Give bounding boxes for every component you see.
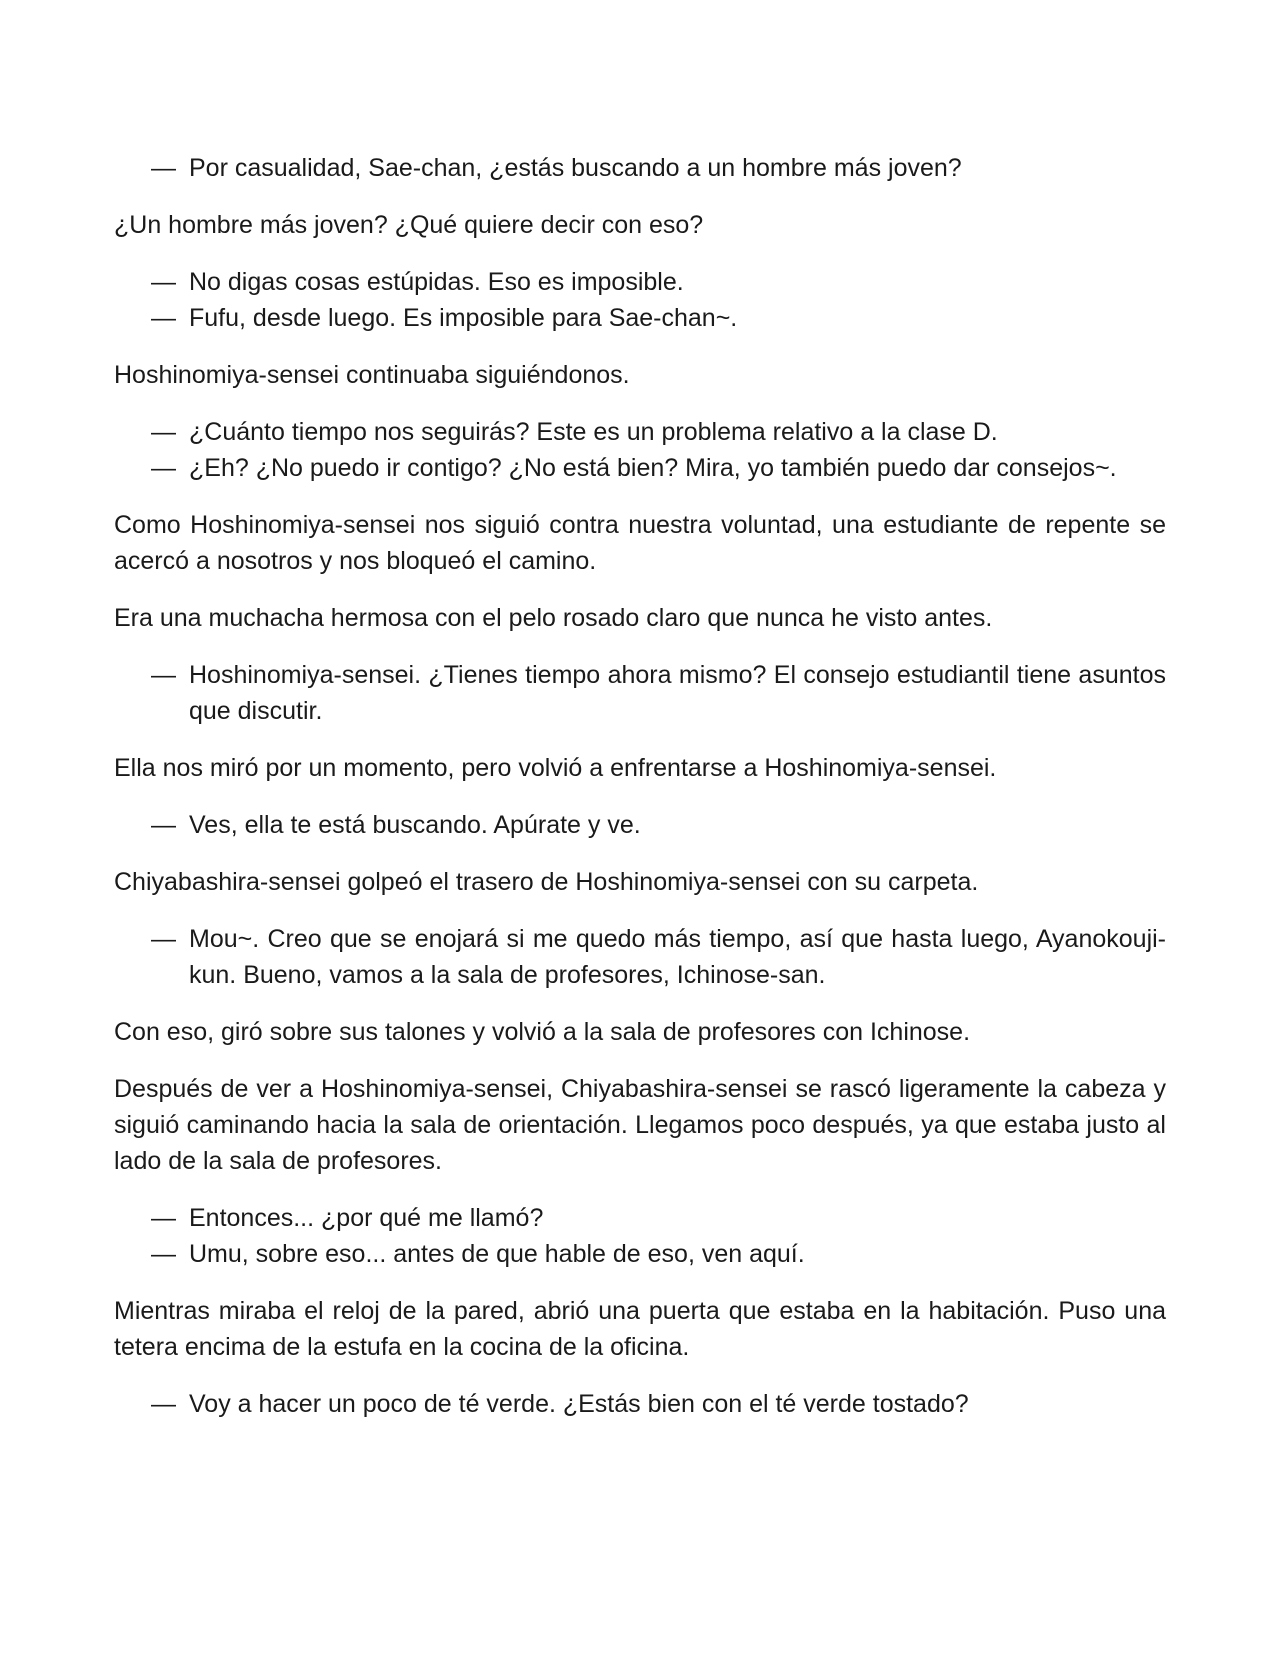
dialog-dash: — <box>151 1240 176 1268</box>
narration-paragraph: Chiyabashira-sensei golpeó el trasero de Hoshinomiya-sensei con su carpeta. <box>114 868 979 896</box>
dialog-group <box>114 921 1166 993</box>
dialog-dash: — <box>151 418 176 446</box>
dialog-group <box>114 807 1166 843</box>
narration-paragraph: Con eso, giró sobre sus talones y volvió a la sala de profesores con Ichinose. <box>114 1018 971 1046</box>
dialog-line <box>114 1236 1166 1272</box>
dialog-dash: — <box>151 811 176 839</box>
narration-paragraph: Mientras miraba el reloj de la pared, abrió una puerta que estaba en la habitación. Puso una tetera encima de la estufa en la cocina de la oficina. <box>114 1297 1166 1361</box>
dialog-dash: — <box>151 454 176 482</box>
dialog-group <box>114 657 1166 729</box>
narration-paragraph: Como Hoshinomiya-sensei nos siguió contra nuestra voluntad, una estudiante de repente se acercó a nosotros y nos bloqueó el camino. <box>114 511 1166 575</box>
dialog-line <box>114 657 1166 729</box>
dialog-dash: — <box>151 268 176 296</box>
dialog-text: ¿Cuánto tiempo nos seguirás? Este es un problema relativo a la clase D. <box>189 418 998 446</box>
dialog-dash: — <box>151 661 176 689</box>
dialog-line <box>114 300 1166 336</box>
dialog-line <box>114 921 1166 993</box>
dialog-group <box>114 150 1166 186</box>
dialog-line <box>114 150 1166 186</box>
dialog-text: Voy a hacer un poco de té verde. ¿Estás bien con el té verde tostado? <box>189 1390 969 1418</box>
dialog-text: ¿Eh? ¿No puedo ir contigo? ¿No está bien? Mira, yo también puedo dar consejos~. <box>189 454 1117 482</box>
dialog-line <box>114 807 1166 843</box>
dialog-dash: — <box>151 925 176 953</box>
dialog-dash: — <box>151 1204 176 1232</box>
dialog-group <box>114 1200 1166 1272</box>
dialog-dash: — <box>151 1390 176 1418</box>
dialog-dash: — <box>151 154 176 182</box>
dialog-text: No digas cosas estúpidas. Eso es imposible. <box>189 268 684 296</box>
dialog-text: Umu, sobre eso... antes de que hable de eso, ven aquí. <box>189 1240 805 1268</box>
dialog-text: Hoshinomiya-sensei. ¿Tienes tiempo ahora mismo? El consejo estudiantil tiene asuntos que discutir. <box>189 661 1166 725</box>
dialog-text: Entonces... ¿por qué me llamó? <box>189 1204 544 1232</box>
dialog-text: Por casualidad, Sae-chan, ¿estás buscando a un hombre más joven? <box>189 154 962 182</box>
narration-paragraph: Era una muchacha hermosa con el pelo rosado claro que nunca he visto antes. <box>114 604 993 632</box>
dialog-group <box>114 1386 1166 1422</box>
dialog-line <box>114 1200 1166 1236</box>
dialog-line <box>114 450 1166 486</box>
dialog-group <box>114 264 1166 336</box>
narration-paragraph: Ella nos miró por un momento, pero volvió a enfrentarse a Hoshinomiya-sensei. <box>114 754 997 782</box>
dialog-line <box>114 264 1166 300</box>
narration-paragraph: Después de ver a Hoshinomiya-sensei, Chiyabashira-sensei se rascó ligeramente la cabeza y siguió caminando hacia la sala de orientación. Llegamos poco después, ya que estaba justo al lado de la sala de profesores. <box>114 1075 1166 1175</box>
dialog-group <box>114 414 1166 486</box>
dialog-text: Mou~. Creo que se enojará si me quedo más tiempo, así que hasta luego, Ayanokouji-kun. Bueno, vamos a la sala de profesores, Ichinose-san. <box>189 925 1166 989</box>
narration-paragraph: ¿Un hombre más joven? ¿Qué quiere decir con eso? <box>114 211 704 239</box>
dialog-text: Fufu, desde luego. Es imposible para Sae-chan~. <box>189 304 738 332</box>
document-page <box>114 150 1166 1443</box>
dialog-line <box>114 414 1166 450</box>
dialog-dash: — <box>151 304 176 332</box>
narration-paragraph: Hoshinomiya-sensei continuaba siguiéndonos. <box>114 361 630 389</box>
dialog-text: Ves, ella te está buscando. Apúrate y ve. <box>189 811 641 839</box>
dialog-line <box>114 1386 1166 1422</box>
